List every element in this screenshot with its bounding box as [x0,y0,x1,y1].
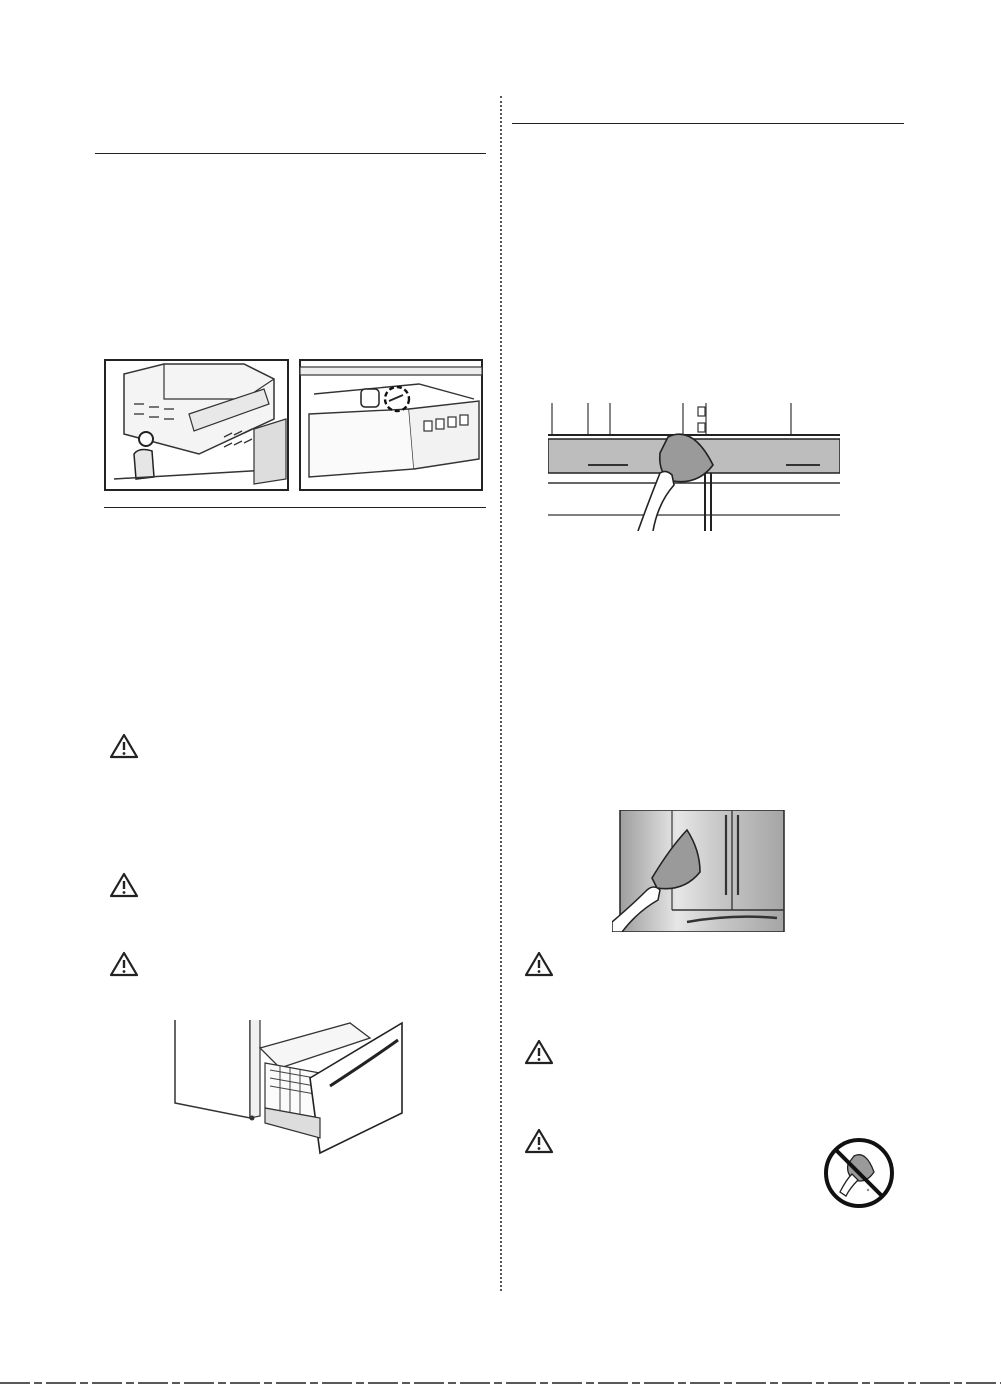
page-trim-marks [0,1374,1001,1382]
figure-wipe-door-gasket [548,403,840,531]
figure-freezer-drawer-open [170,1018,406,1158]
figure-drawer-rail-left [104,359,289,491]
figure-wipe-door-surface [612,810,786,932]
warning-triangle-icon [524,1128,554,1154]
no-wet-cloth-icon [822,1136,896,1210]
warning-triangle-icon [109,733,139,759]
warning-triangle-icon [109,872,139,898]
section-rule-right-top [512,123,904,124]
warning-triangle-icon [109,951,139,977]
section-rule-left-mid [104,507,486,508]
section-rule-left-top [95,153,486,154]
warning-triangle-icon [524,1039,554,1065]
figure-drawer-rail-right [299,359,483,491]
column-divider [500,96,502,1291]
warning-triangle-icon [524,951,554,977]
